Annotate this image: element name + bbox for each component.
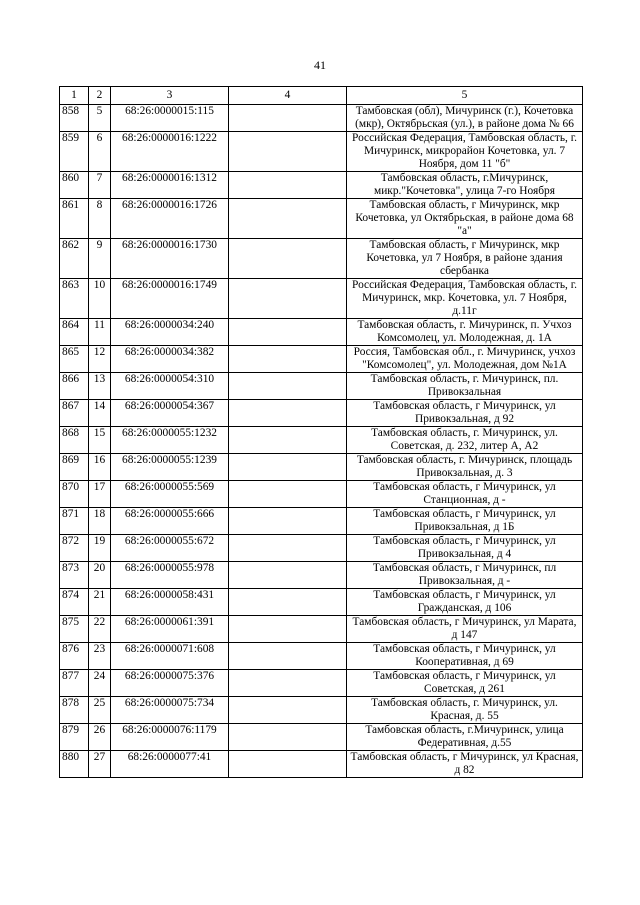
column-4-cell — [229, 172, 347, 199]
column-4-cell — [229, 319, 347, 346]
address-cell: Тамбовская область, г.Мичуринск, микр."Кочетовка", улица 7-го Ноября — [347, 172, 583, 199]
column-4-cell — [229, 199, 347, 239]
table-row — [60, 724, 583, 751]
table-row — [60, 751, 583, 778]
row-number-cell: 865 — [60, 346, 89, 373]
item-index-cell: 7 — [89, 172, 111, 199]
cadastral-number-cell: 68:26:0000034:240 — [111, 319, 229, 346]
cadastral-number-cell: 68:26:0000075:734 — [111, 697, 229, 724]
address-cell: Тамбовская область, г Мичуринск, ул Красная, д 82 — [347, 751, 583, 778]
address-cell: Тамбовская область, г. Мичуринск, ул. Советская, д. 232, литер А, А2 — [347, 427, 583, 454]
address-cell: Тамбовская область, г.Мичуринск, улица Федеративная, д.55 — [347, 724, 583, 751]
column-4-cell — [229, 724, 347, 751]
column-4-cell — [229, 643, 347, 670]
cadastral-number-cell: 68:26:0000015:115 — [111, 105, 229, 132]
row-number-cell: 873 — [60, 562, 89, 589]
row-number-cell: 877 — [60, 670, 89, 697]
column-4-cell — [229, 751, 347, 778]
row-number-cell: 878 — [60, 697, 89, 724]
table-row — [60, 400, 583, 427]
cadastral-number-cell: 68:26:0000054:367 — [111, 400, 229, 427]
table-row — [60, 454, 583, 481]
column-4-cell — [229, 589, 347, 616]
table-row — [60, 319, 583, 346]
address-cell: Тамбовская область, г Мичуринск, ул Привокзальная, д 4 — [347, 535, 583, 562]
item-index-cell: 6 — [89, 132, 111, 172]
table-row — [60, 508, 583, 535]
item-index-cell: 26 — [89, 724, 111, 751]
row-number-cell: 870 — [60, 481, 89, 508]
table-row — [60, 373, 583, 400]
row-number-cell: 863 — [60, 279, 89, 319]
column-header: 1 — [60, 87, 89, 105]
item-index-cell: 5 — [89, 105, 111, 132]
row-number-cell: 880 — [60, 751, 89, 778]
column-4-cell — [229, 132, 347, 172]
row-number-cell: 864 — [60, 319, 89, 346]
column-4-cell — [229, 400, 347, 427]
table-row — [60, 199, 583, 239]
column-header: 3 — [111, 87, 229, 105]
cadastral-number-cell: 68:26:0000016:1312 — [111, 172, 229, 199]
table-row — [60, 172, 583, 199]
cadastral-number-cell: 68:26:0000071:608 — [111, 643, 229, 670]
item-index-cell: 20 — [89, 562, 111, 589]
column-header: 5 — [347, 87, 583, 105]
address-cell: Тамбовская область, г. Мичуринск, пл. Привокзальная — [347, 373, 583, 400]
cadastral-number-cell: 68:26:0000055:666 — [111, 508, 229, 535]
address-cell: Тамбовская область, г Мичуринск, ул Привокзальная, д 92 — [347, 400, 583, 427]
row-number-cell: 859 — [60, 132, 89, 172]
address-cell: Тамбовская область, г Мичуринск, ул Привокзальная, д 1Б — [347, 508, 583, 535]
item-index-cell: 25 — [89, 697, 111, 724]
cadastral-number-cell: 68:26:0000076:1179 — [111, 724, 229, 751]
address-cell: Тамбовская область, г. Мичуринск, площадь Привокзальная, д. 3 — [347, 454, 583, 481]
item-index-cell: 15 — [89, 427, 111, 454]
item-index-cell: 23 — [89, 643, 111, 670]
column-4-cell — [229, 670, 347, 697]
item-index-cell: 8 — [89, 199, 111, 239]
item-index-cell: 22 — [89, 616, 111, 643]
column-4-cell — [229, 454, 347, 481]
table-row — [60, 616, 583, 643]
address-cell: Тамбовская область, г. Мичуринск, ул. Красная, д. 55 — [347, 697, 583, 724]
cadastral-number-cell: 68:26:0000055:672 — [111, 535, 229, 562]
table-row — [60, 279, 583, 319]
row-number-cell: 874 — [60, 589, 89, 616]
table-row — [60, 427, 583, 454]
column-4-cell — [229, 373, 347, 400]
address-cell: Российская Федерация, Тамбовская область, г. Мичуринск, микрорайон Кочетовка, ул. 7 Ноября, дом 11 "б" — [347, 132, 583, 172]
address-cell: Тамбовская область, г Мичуринск, мкр Кочетовка, ул Октябрьская, в районе дома 68 "а" — [347, 199, 583, 239]
address-cell: Тамбовская область, г. Мичуринск, п. Учхоз Комсомолец, ул. Молодежная, д. 1А — [347, 319, 583, 346]
column-header: 4 — [229, 87, 347, 105]
column-4-cell — [229, 535, 347, 562]
row-number-cell: 868 — [60, 427, 89, 454]
item-index-cell: 16 — [89, 454, 111, 481]
item-index-cell: 10 — [89, 279, 111, 319]
row-number-cell: 872 — [60, 535, 89, 562]
row-number-cell: 875 — [60, 616, 89, 643]
cadastral-number-cell: 68:26:0000075:376 — [111, 670, 229, 697]
row-number-cell: 866 — [60, 373, 89, 400]
item-index-cell: 11 — [89, 319, 111, 346]
cadastral-number-cell: 68:26:0000034:382 — [111, 346, 229, 373]
address-cell: Российская Федерация, Тамбовская область, г. Мичуринск, мкр. Кочетовка, ул. 7 Ноября, д.11г — [347, 279, 583, 319]
column-4-cell — [229, 697, 347, 724]
cadastral-number-cell: 68:26:0000061:391 — [111, 616, 229, 643]
row-number-cell: 879 — [60, 724, 89, 751]
cadastral-number-cell: 68:26:0000016:1222 — [111, 132, 229, 172]
cadastral-number-cell: 68:26:0000055:1232 — [111, 427, 229, 454]
address-cell: Тамбовская область, г Мичуринск, ул Кооперативная, д 69 — [347, 643, 583, 670]
row-number-cell: 869 — [60, 454, 89, 481]
cadastral-number-cell: 68:26:0000055:569 — [111, 481, 229, 508]
address-cell: Тамбовская область, г Мичуринск, ул Станционная, д - — [347, 481, 583, 508]
table-row — [60, 346, 583, 373]
row-number-cell: 867 — [60, 400, 89, 427]
cadastral-number-cell: 68:26:0000055:978 — [111, 562, 229, 589]
row-number-cell: 861 — [60, 199, 89, 239]
cadastral-number-cell: 68:26:0000016:1749 — [111, 279, 229, 319]
address-cell: Тамбовская область, г Мичуринск, мкр Кочетовка, ул 7 Ноября, в районе здания сбербанка — [347, 239, 583, 279]
address-cell: Тамбовская (обл), Мичуринск (г.), Кочетовка (мкр), Октябрьская (ул.), в районе дома № 66 — [347, 105, 583, 132]
item-index-cell: 17 — [89, 481, 111, 508]
address-cell: Тамбовская область, г Мичуринск, ул Марата, д 147 — [347, 616, 583, 643]
address-cell: Россия, Тамбовская обл., г. Мичуринск, учхоз "Комсомолец", ул. Молодежная, дом №1А — [347, 346, 583, 373]
table-row — [60, 105, 583, 132]
item-index-cell: 21 — [89, 589, 111, 616]
column-4-cell — [229, 427, 347, 454]
row-number-cell: 871 — [60, 508, 89, 535]
address-cell: Тамбовская область, г Мичуринск, ул Советская, д 261 — [347, 670, 583, 697]
column-4-cell — [229, 562, 347, 589]
column-4-cell — [229, 105, 347, 132]
table-row — [60, 239, 583, 279]
cadastral-number-cell: 68:26:0000016:1730 — [111, 239, 229, 279]
row-number-cell: 860 — [60, 172, 89, 199]
row-number-cell: 862 — [60, 239, 89, 279]
item-index-cell: 14 — [89, 400, 111, 427]
item-index-cell: 24 — [89, 670, 111, 697]
address-cell: Тамбовская область, г Мичуринск, пл Привокзальная, д - — [347, 562, 583, 589]
cadastral-number-cell: 68:26:0000077:41 — [111, 751, 229, 778]
column-4-cell — [229, 508, 347, 535]
address-cell: Тамбовская область, г Мичуринск, ул Гражданская, д 106 — [347, 589, 583, 616]
item-index-cell: 18 — [89, 508, 111, 535]
cadastral-number-cell: 68:26:0000016:1726 — [111, 199, 229, 239]
table-row — [60, 643, 583, 670]
item-index-cell: 13 — [89, 373, 111, 400]
column-header: 2 — [89, 87, 111, 105]
table-row — [60, 481, 583, 508]
column-4-cell — [229, 616, 347, 643]
table-row — [60, 589, 583, 616]
table-row — [60, 697, 583, 724]
table-header-row — [60, 87, 583, 105]
cadastral-number-cell: 68:26:0000054:310 — [111, 373, 229, 400]
item-index-cell: 9 — [89, 239, 111, 279]
table-row — [60, 535, 583, 562]
row-number-cell: 858 — [60, 105, 89, 132]
row-number-cell: 876 — [60, 643, 89, 670]
cadastral-number-cell: 68:26:0000055:1239 — [111, 454, 229, 481]
column-4-cell — [229, 239, 347, 279]
item-index-cell: 12 — [89, 346, 111, 373]
column-4-cell — [229, 279, 347, 319]
cadastral-number-cell: 68:26:0000058:431 — [111, 589, 229, 616]
item-index-cell: 27 — [89, 751, 111, 778]
land-registry-table — [59, 86, 583, 778]
column-4-cell — [229, 346, 347, 373]
table-row — [60, 132, 583, 172]
table-row — [60, 670, 583, 697]
page-number: 41 — [314, 58, 326, 72]
table-body — [60, 105, 583, 778]
table-row — [60, 562, 583, 589]
item-index-cell: 19 — [89, 535, 111, 562]
column-4-cell — [229, 481, 347, 508]
